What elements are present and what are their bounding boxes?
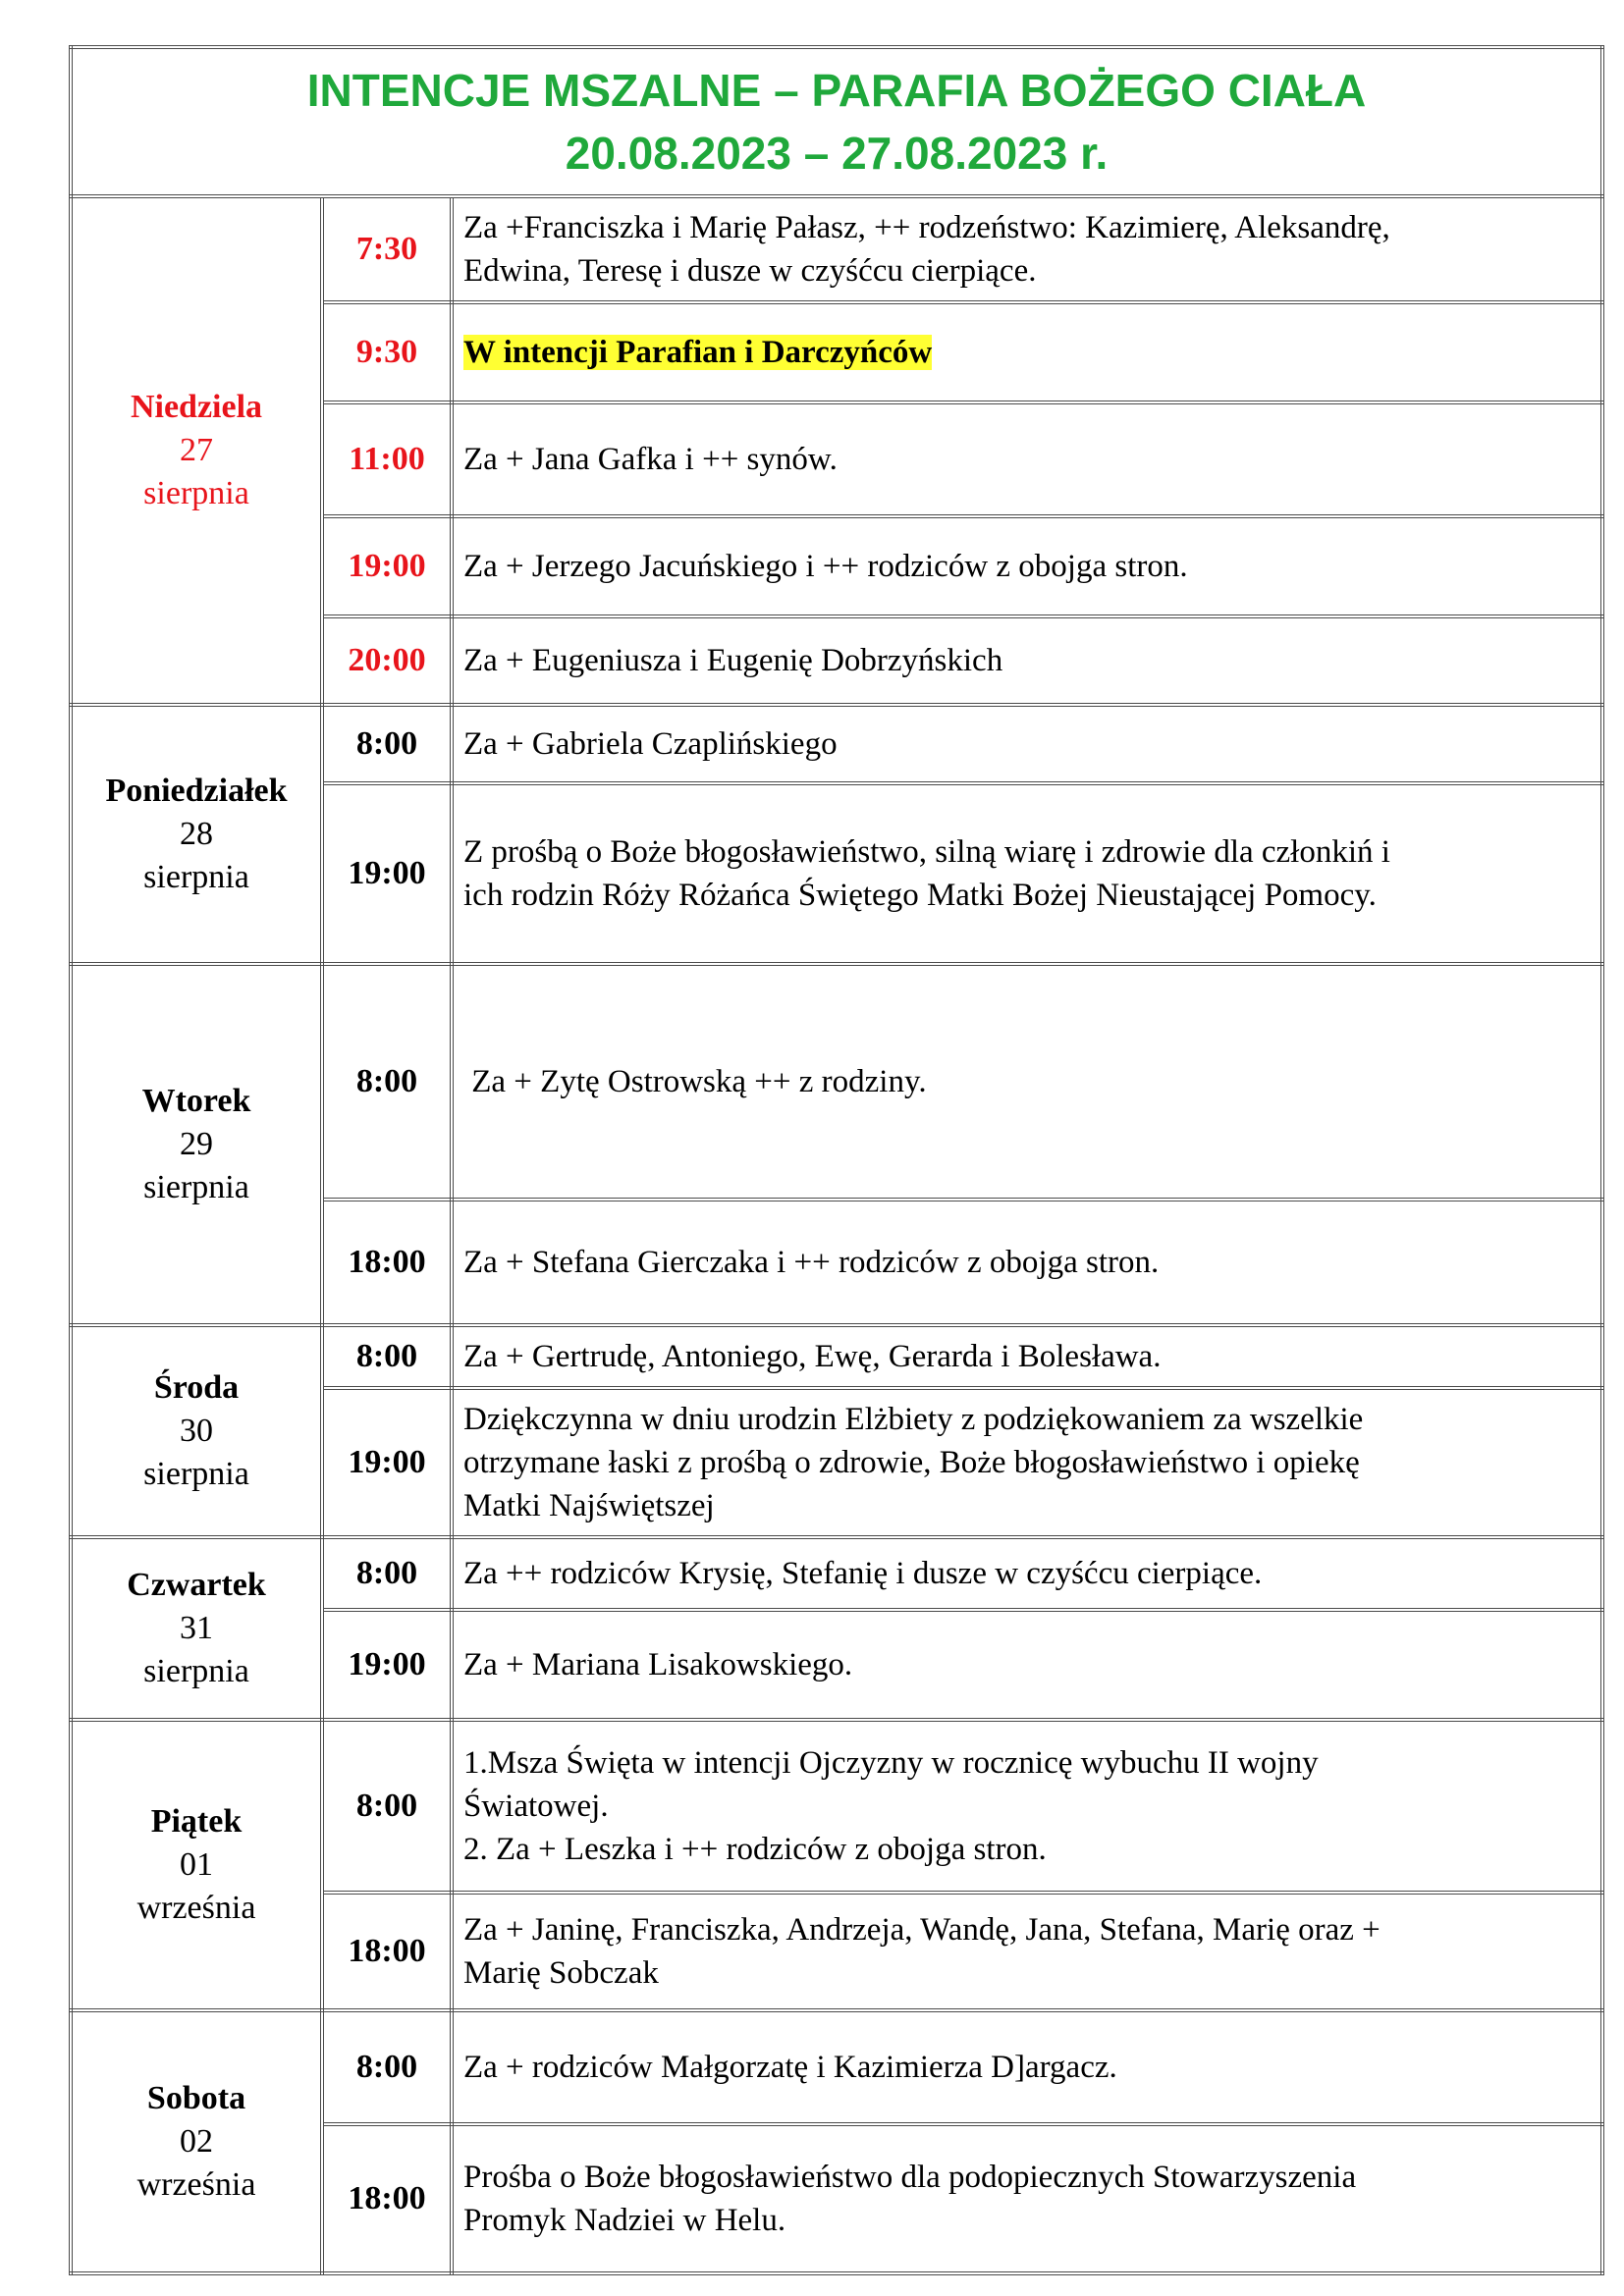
day-name: Niedziela: [130, 389, 263, 425]
intention-line: Za + Gertrudę, Antoniego, Ewę, Gerarda i Bolesława.: [463, 1339, 1162, 1374]
table-row: [71, 2010, 1602, 2124]
day-cell-niedziela: [71, 196, 322, 705]
mass-time: 8:00: [322, 964, 452, 1200]
mass-time: 8:00: [322, 705, 452, 783]
intention-line: Za + rodziców Małgorzatę i Kazimierza D]argacz.: [463, 2050, 1117, 2085]
mass-time: 19:00: [322, 1388, 452, 1537]
mass-time: 18:00: [322, 1893, 452, 2010]
mass-intentions-table: [69, 45, 1604, 2275]
intention-line: Dziękczynna w dniu urodzin Elżbiety z podziękowaniem za wszelkie: [463, 1402, 1364, 1437]
day-number: 30: [180, 1413, 213, 1449]
mass-intention: [452, 2124, 1602, 2273]
mass-intention: [452, 1610, 1602, 1720]
table-row: [71, 196, 1602, 302]
intention-line: 1.Msza Święta w intencji Ojczyzny w rocznicę wybuchu II wojny: [463, 1745, 1319, 1781]
intention-line: ich rodzin Róży Różańca Świętego Matki Bożej Nieustającej Pomocy.: [463, 878, 1377, 913]
intention-line: Za + Zytę Ostrowską ++ z rodziny.: [463, 1064, 927, 1099]
mass-time: 8:00: [322, 1537, 452, 1610]
table-row: [71, 705, 1602, 783]
intention-line: Prośba o Boże błogosławieństwo dla podopiecznych Stowarzyszenia: [463, 2160, 1357, 2195]
mass-intention: [452, 1720, 1602, 1893]
mass-time: 18:00: [322, 1200, 452, 1325]
mass-time: 11:00: [322, 402, 452, 516]
day-name: Wtorek: [141, 1083, 251, 1119]
title-line-2: 20.08.2023 – 27.08.2023 r.: [565, 128, 1109, 179]
mass-intention: [452, 1537, 1602, 1610]
day-month: sierpnia: [143, 1653, 249, 1689]
mass-intention: [452, 516, 1602, 616]
day-name: Środa: [153, 1369, 240, 1406]
day-month: sierpnia: [143, 859, 249, 895]
mass-time: 18:00: [322, 2124, 452, 2273]
mass-time: 8:00: [322, 1325, 452, 1388]
intention-line: otrzymane łaski z prośbą o zdrowie, Boże błogosławieństwo i opiekę: [463, 1445, 1360, 1480]
day-name: Poniedziałek: [105, 773, 288, 809]
day-name: Czwartek: [127, 1567, 266, 1603]
day-cell-sroda: [71, 1325, 322, 1537]
day-number: 29: [180, 1126, 213, 1162]
day-name: Piątek: [150, 1803, 243, 1840]
intention-line: Z prośbą o Boże błogosławieństwo, silną wiarę i zdrowie dla członkiń i: [463, 834, 1390, 870]
intention-line: Za + Jerzego Jacuńskiego i ++ rodziców z obojga stron.: [463, 549, 1188, 584]
mass-intention: [452, 2010, 1602, 2124]
intention-line: 2. Za + Leszka i ++ rodziców z obojga stron.: [463, 1832, 1047, 1867]
mass-intention: [452, 616, 1602, 705]
table-row: [71, 1537, 1602, 1610]
mass-time: 20:00: [322, 616, 452, 705]
mass-time: 19:00: [322, 783, 452, 964]
day-month: września: [136, 1890, 256, 1926]
intention-line: Za + Mariana Lisakowskiego.: [463, 1647, 853, 1682]
intention-line: Światowej.: [463, 1789, 609, 1824]
intention-line: Marię Sobczak: [463, 1955, 659, 1991]
day-name: Sobota: [146, 2080, 246, 2116]
mass-time: 19:00: [322, 516, 452, 616]
document-page: [69, 45, 1600, 2275]
day-month: sierpnia: [143, 475, 249, 511]
day-number: 31: [180, 1610, 213, 1646]
day-cell-sobota: [71, 2010, 322, 2273]
title-line-1: INTENCJE MSZALNE – PARAFIA BOŻEGO CIAŁA: [306, 65, 1367, 116]
mass-time: 9:30: [322, 302, 452, 402]
day-cell-wtorek: [71, 964, 322, 1325]
table-row: [71, 964, 1602, 1200]
mass-intention: [452, 1325, 1602, 1388]
day-month: sierpnia: [143, 1456, 249, 1492]
intention-line: Za + Stefana Gierczaka i ++ rodziców z obojga stron.: [463, 1245, 1160, 1280]
mass-intention: [452, 1893, 1602, 2010]
day-number: 28: [180, 816, 213, 852]
intention-line: Edwina, Teresę i dusze w czyśćcu cierpiące.: [463, 253, 1037, 289]
intention-line: Za +Franciszka i Marię Pałasz, ++ rodzeństwo: Kazimierę, Aleksandrę,: [463, 210, 1390, 245]
mass-intention: [452, 705, 1602, 783]
mass-time: 19:00: [322, 1610, 452, 1720]
title-row: [71, 47, 1602, 196]
day-number: 02: [180, 2123, 213, 2160]
intention-line: Za + Eugeniusza i Eugenię Dobrzyńskich: [463, 643, 1003, 678]
mass-intention: [452, 302, 1602, 402]
intention-line: Za + Gabriela Czaplińskiego: [463, 726, 838, 762]
highlighted-intention: W intencji Parafian i Darczyńców: [463, 335, 933, 370]
day-month: sierpnia: [143, 1169, 249, 1205]
day-month: września: [136, 2166, 256, 2203]
mass-intention: [452, 1388, 1602, 1537]
page-title: [71, 47, 1602, 196]
table-row: [71, 1720, 1602, 1893]
day-cell-piatek: [71, 1720, 322, 2010]
intention-line: Za + Jana Gafka i ++ synów.: [463, 442, 838, 477]
table-row: [71, 1325, 1602, 1388]
mass-time: 8:00: [322, 1720, 452, 1893]
mass-intention: [452, 1200, 1602, 1325]
day-cell-czwartek: [71, 1537, 322, 1720]
day-cell-poniedzialek: [71, 705, 322, 964]
intention-line: Matki Najświętszej: [463, 1488, 715, 1523]
day-number: 27: [180, 432, 213, 468]
mass-time: 7:30: [322, 196, 452, 302]
intention-line: Za + Janinę, Franciszka, Andrzeja, Wandę, Jana, Stefana, Marię oraz +: [463, 1912, 1380, 1948]
mass-intention: [452, 402, 1602, 516]
mass-time: 8:00: [322, 2010, 452, 2124]
mass-intention: [452, 196, 1602, 302]
mass-intention: [452, 783, 1602, 964]
intention-line: Za ++ rodziców Krysię, Stefanię i dusze w czyśćcu cierpiące.: [463, 1556, 1263, 1591]
mass-intention: [452, 964, 1602, 1200]
intention-line: Promyk Nadziei w Helu.: [463, 2203, 786, 2238]
day-number: 01: [180, 1846, 213, 1883]
